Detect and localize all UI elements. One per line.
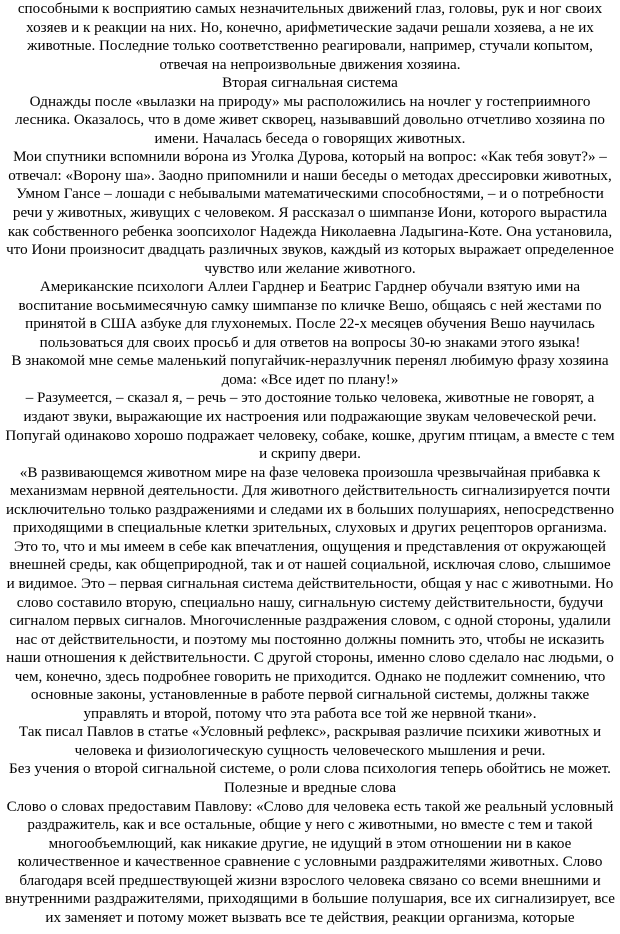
paragraph-pavlov-quote: «В развивающемся животном мире на фазе человека произошла чрезвычайная прибавка к механизмам нервной деятельности. Для животного действительность сигнализируется почти исключительно только раздражениями и следами их в больших полушариях, непосредственно приходящими в специальные клетки зрительных, слуховых и других рецепторов организма. Это то, что и мы имеем в себе как впечатления, ощущения и представления от окружающей внешней среды, как общеприродной, так и от нашей социальной, исключая слово, слышимое и видимое. Это – первая сигнальная система действительности, общая у нас с животными. Но слово составило вторую, специально нашу, сигнальную систему действительности, будучи сигналом первых сигналов. Многочисленные раздражения словом, с одной стороны, удалили нас от действительности, и поэтому мы постоянно должны помнить это, чтобы не исказить наши отношения к действительности. С другой стороны, именно слово сделало нас людьми, о чем, конечно, здесь подробнее говорить не приходится. Однако не подлежит сомнению, что основные законы, установленные в работе первой сигнальной системы, должны также управлять и второй, потому что эта работа все той же нервной ткани». (5, 464, 614, 722)
paragraph-intro-continuation: способными к восприятию самых незначительных движений глаз, головы, рук и ног своих хозяев и к реакции на них. Но, конечно, арифметические задачи решали хозяева, а не их животные. Последние только соответственно реагировали, например, стучали копытом, отвечая на непроизвольные движения хозяина. (17, 1, 603, 73)
paragraph-speech: – Разумеется, – сказал я, – речь – это достояние только человека, животные не говорят, а издают звуки, выражающие их настроения или подражающие звукам человеческой речи. Попугай одинаково хорошо подражает человеку, собаке, кошке, другим птицам, а вместе с тем и скрипу двери. (5, 390, 615, 463)
section-heading-second-signal-system: Вторая сигнальная система (222, 75, 398, 92)
paragraph-psychology: Без учения о второй сигнальной системе, о роли слова психология теперь обойтись не может. (9, 761, 611, 778)
section-heading-useful-harmful-words: Полезные и вредные слова (223, 779, 397, 796)
paragraph-forester: Однажды после «вылазки на природу» мы расположились на ночлег у гостеприимного лесника. Оказалось, что в доме живет скворец, называвший довольно отчетливо хозяина по имени. Началась беседа о говорящих животных. (15, 93, 605, 147)
paragraph-parrot: В знакомой мне семье маленький попугайчик-неразлучник перенял любимую фразу хозяина дома: «Все идет по плану!» (11, 353, 609, 388)
paragraph-raven: Мои спутники вспомнили во́рона из Уголка Дурова, который на вопрос: «Как тебя зовут?» – отвечал: «Ворону ша». Заодно припомнили и наши беседы о методах дрессировки животных, Умном Гансе – лошади с небывалыми математическими способностями, – и о потребности речи у животных, живущих с человеком. Я рассказал о шимпанзе Иони, которого вырастила как собственного ребенка зоопсихолог Надежда Николаевна Ладыгина-Коте. Она установила, что Иони произносит двадцать различных звуков, каждый из которых выражает определенное чувство или желание животного. (6, 149, 614, 277)
paragraph-pavlov-article: Так писал Павлов в статье «Условный рефлекс», раскрывая различие психики животных и человека и физиологическую сущность человеческого мышления и речи. (18, 724, 602, 759)
paragraph-word-about-words: Слово о словах предоставим Павлову: «Слово для человека есть такой же реальный условный раздражитель, как и все остальные, общие у него с животными, но вместе с тем и такой многообъемлющий, как никакие другие, не идущий в этом отношении ни в какое количественное и качественное сравнение с условными раздражителями животных. Слово благодаря всей предшествующей жизни взрослого человека связано со всеми внешними и внутренними раздражителями, приходящими в большие полушария, все их сигнализирует, все их заменяет и потому может вызвать все те действия, реакции организма, которые (4, 798, 616, 926)
paragraph-gardner: Американские психологи Аллеи Гарднер и Беатрис Гарднер обучали взятую ими на воспитание восьмимесячную самку шимпанзе по кличке Вешо, общаясь с ней жестами по принятой в США азбуке для глухонемых. После 22-х месяцев обучения Вешо научилась пользоваться для своих просьб и для ответов на вопросы 30-ю знаками этого языка! (18, 279, 602, 351)
